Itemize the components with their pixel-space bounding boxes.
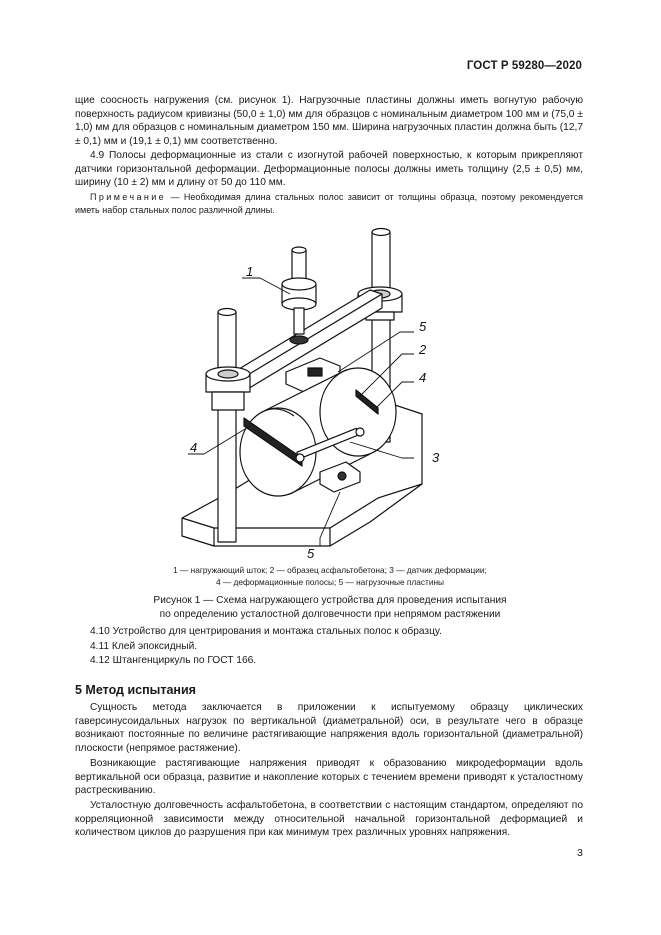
fig-label-5-bottom: 5 [307, 546, 315, 561]
figure-legend-line1: 1 — нагружающий шток; 2 — образец асфальтобетона; 3 — датчик деформации; [173, 565, 487, 575]
note-text: — Необходимая длина стальных полос зависит от толщины образца, поэтому рекомендуется иметь набор стальных полос различной длины. [75, 192, 583, 215]
section-5-title: 5 Метод испытания [75, 683, 196, 697]
fig-label-3: 3 [432, 450, 440, 465]
fig-label-1: 1 [246, 264, 254, 279]
note-paragraph [75, 191, 583, 216]
fig-label-5-top: 5 [419, 319, 427, 334]
paragraph-load-plates: щие соосность нагружения (см. рисунок 1). Нагрузочные пластины должны иметь вогнутую рабочую поверхность радиусом кривизны (50,0 ± 1,0) мм для образцов с номинальным диаметром 100 мм и (75,0 ± 1,0) мм для образцов с номинальным диаметром 150 мм. Ширина нагрузочных пластин должна быть (12,7 ± 0,1) мм и (19,1 ± 0,1) мм соответственно. [75, 95, 583, 147]
fig-label-4-right: 4 [419, 370, 427, 385]
item-4-12: 4.12 Штангенциркуль по ГОСТ 166. [90, 655, 257, 666]
section-5-paragraph-2: Возникающие растягивающие напряжения приводят к образованию микродеформации вдоль вертикальной оси образца, развитие и накопление которых с течением времени приводят к усталостному растрескиванию. [75, 758, 583, 797]
document-header: ГОСТ Р 59280—2020 [466, 60, 582, 72]
note-label: Примечание [90, 192, 167, 202]
section-5-paragraph-1: Сущность метода заключается в приложении к испытуемому образцу циклических гаверсинусоидальных нагрузок по вертикальной (диаметральной) оси, в результате чего в образце возникают постоянные по величине растягивающие напряжения вдоль горизонтальной (диаметральной) плоскости (непрямое растяжение). [75, 702, 583, 754]
figure-caption-line2: по определению усталостной долговечности при непрямом растяжении [159, 609, 501, 620]
section-5-paragraph-3: Усталостную долговечность асфальтобетона, в соответствии с настоящим стандартом, определяют по корреляционной зависимости между относительной начальной горизонтальной деформацией и количеством циклов до разрушения при как минимум трех различных уровнях напряжения. [75, 800, 583, 839]
figure-caption-line1: Рисунок 1 — Схема нагружающего устройства для проведения испытания [153, 595, 507, 606]
paragraph-4-9: 4.9 Полосы деформационные из стали с изогнутой рабочей поверхностью, к которым прикрепляют датчики горизонтальной деформации. Деформационные полосы должны иметь толщину (2,5 ± 0,5) мм, ширину (10 ± 2) мм и длину от 50 до 110 мм. [75, 150, 583, 189]
page-number: 3 [577, 847, 583, 859]
fig-label-2: 2 [419, 342, 427, 357]
figure-loading-device [170, 222, 460, 567]
guide-column-front [218, 312, 236, 542]
item-4-10: 4.10 Устройство для центрирования и монтажа стальных полос к образцу. [90, 626, 442, 637]
figure-legend-line2: 4 — деформационные полосы; 5 — нагрузочные пластины [215, 577, 444, 587]
item-4-11: 4.11 Клей эпоксидный. [90, 641, 198, 652]
fig-label-4-left: 4 [190, 440, 198, 455]
